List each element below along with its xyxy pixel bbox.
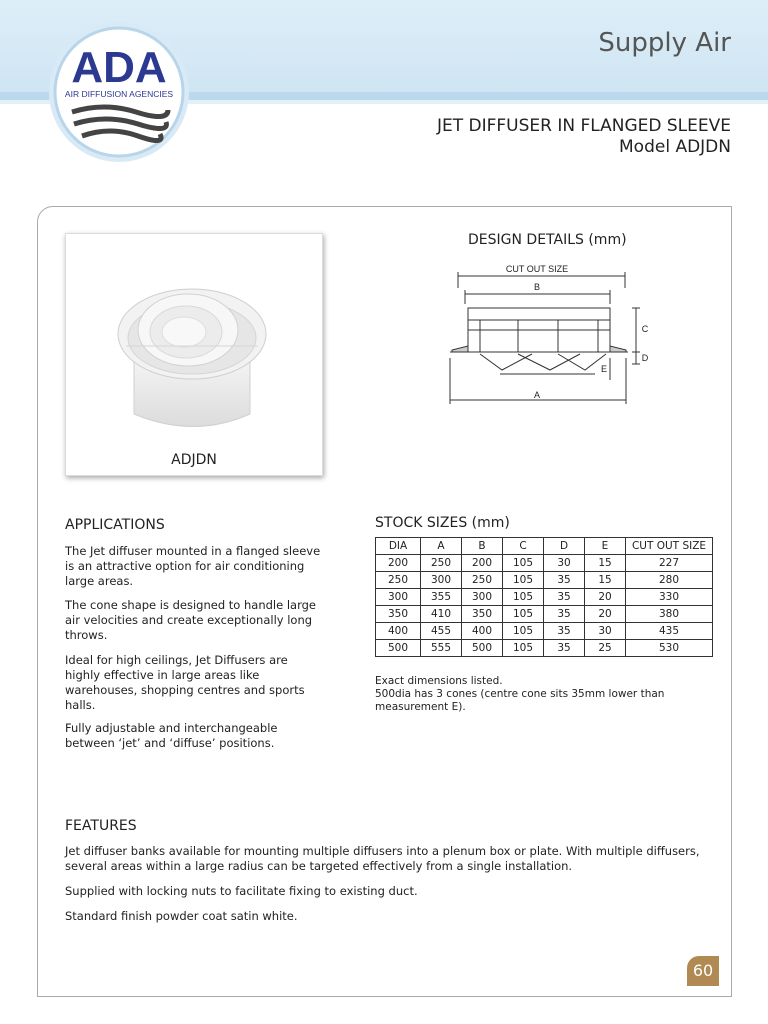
table-cell: 227 (626, 555, 713, 572)
applications-paragraph-2: The cone shape is designed to handle large air velocities and create exceptionally long throws. (65, 598, 316, 642)
table-cell: 410 (421, 606, 462, 623)
table-cell: 555 (421, 640, 462, 657)
table-cell: 350 (462, 606, 503, 623)
column-header: CUT OUT SIZE (626, 538, 713, 555)
table-cell: 500 (462, 640, 503, 657)
dim-e-label: E (600, 364, 608, 374)
dim-d-label: D (641, 353, 649, 363)
design-details-title: DESIGN DETAILS (mm) (468, 232, 627, 248)
table-cell: 200 (376, 555, 421, 572)
column-header: DIA (376, 538, 421, 555)
applications-paragraph-1: The Jet diffuser mounted in a flanged sleeve is an attractive option for air conditioning large areas. (65, 544, 321, 588)
table-cell: 20 (585, 589, 626, 606)
table-row (376, 640, 713, 657)
table-header-row (376, 538, 713, 555)
table-cell: 300 (376, 589, 421, 606)
table-cell: 35 (544, 572, 585, 589)
features-paragraph-3: Standard finish powder coat satin white. (65, 909, 298, 923)
column-header: A (421, 538, 462, 555)
table-cell: 350 (376, 606, 421, 623)
dim-c-label: C (641, 324, 649, 334)
photo-caption: ADJDN (171, 452, 217, 468)
features-paragraph-2: Supplied with locking nuts to facilitate fixing to existing duct. (65, 884, 418, 898)
table-cell: 35 (544, 606, 585, 623)
table-cell: 105 (503, 555, 544, 572)
table-cell: 105 (503, 640, 544, 657)
table-cell: 330 (626, 589, 713, 606)
column-header: D (544, 538, 585, 555)
table-cell: 400 (376, 623, 421, 640)
applications-heading: APPLICATIONS (65, 517, 165, 533)
table-cell: 105 (503, 589, 544, 606)
table-cell: 30 (585, 623, 626, 640)
table-cell: 105 (503, 606, 544, 623)
table-cell: 250 (421, 555, 462, 572)
table-cell: 30 (544, 555, 585, 572)
table-cell: 400 (462, 623, 503, 640)
stock-sizes-heading: STOCK SIZES (mm) (375, 515, 510, 531)
column-header: B (462, 538, 503, 555)
column-header: E (585, 538, 626, 555)
table-cell: 200 (462, 555, 503, 572)
table-cell: 35 (544, 640, 585, 657)
product-name: JET DIFFUSER IN FLANGED SLEEVE (436, 116, 731, 136)
table-cell: 105 (503, 623, 544, 640)
table-cell: 35 (544, 623, 585, 640)
features-heading: FEATURES (65, 818, 137, 834)
logo-letters: ADA (71, 43, 167, 92)
stock-sizes-table (375, 537, 713, 657)
product-title (437, 116, 731, 158)
table-cell: 455 (421, 623, 462, 640)
stock-note-1: Exact dimensions listed. (375, 675, 503, 687)
table-cell: 300 (462, 589, 503, 606)
applications-paragraph-3: Ideal for high ceilings, Jet Diffusers are highly effective in large areas like warehouses, shopping centres and sports halls. (65, 653, 305, 712)
product-model: Model ADJDN (619, 137, 731, 157)
table-row (376, 589, 713, 606)
stock-notes (375, 675, 675, 714)
table-cell: 300 (421, 572, 462, 589)
dim-b-label: B (533, 282, 541, 292)
ada-logo (44, 20, 194, 165)
table-cell: 530 (626, 640, 713, 657)
logo-tagline: AIR DIFFUSION AGENCIES (64, 89, 174, 99)
table-cell: 25 (585, 640, 626, 657)
features-paragraph-1: Jet diffuser banks available for mounting multiple diffusers into a plenum box or plate. With multiple diffusers, several areas within a large radius can be targeted effectively from a single installation. (65, 844, 700, 873)
table-row (376, 555, 713, 572)
product-photo (65, 233, 323, 476)
table-cell: 105 (503, 572, 544, 589)
section-title: Supply Air (598, 28, 731, 58)
applications-paragraph-4: Fully adjustable and interchangeable between ‘jet’ and ‘diffuse’ positions. (65, 721, 278, 750)
table-cell: 500 (376, 640, 421, 657)
table-row (376, 623, 713, 640)
table-cell: 35 (544, 589, 585, 606)
table-cell: 250 (376, 572, 421, 589)
design-diagram (440, 258, 650, 408)
table-cell: 380 (626, 606, 713, 623)
cut-out-label: CUT OUT SIZE (505, 264, 569, 274)
column-header: C (503, 538, 544, 555)
table-cell: 15 (585, 572, 626, 589)
table-row (376, 606, 713, 623)
page-number-badge: 60 (687, 956, 719, 986)
table-cell: 280 (626, 572, 713, 589)
stock-note-2: 500dia has 3 cones (centre cone sits 35mm lower than measurement E). (375, 688, 665, 713)
table-cell: 355 (421, 589, 462, 606)
table-cell: 20 (585, 606, 626, 623)
table-cell: 15 (585, 555, 626, 572)
jet-diffuser-image (66, 234, 322, 444)
table-cell: 435 (626, 623, 713, 640)
dim-a-label: A (533, 390, 541, 400)
table-row (376, 572, 713, 589)
table-cell: 250 (462, 572, 503, 589)
